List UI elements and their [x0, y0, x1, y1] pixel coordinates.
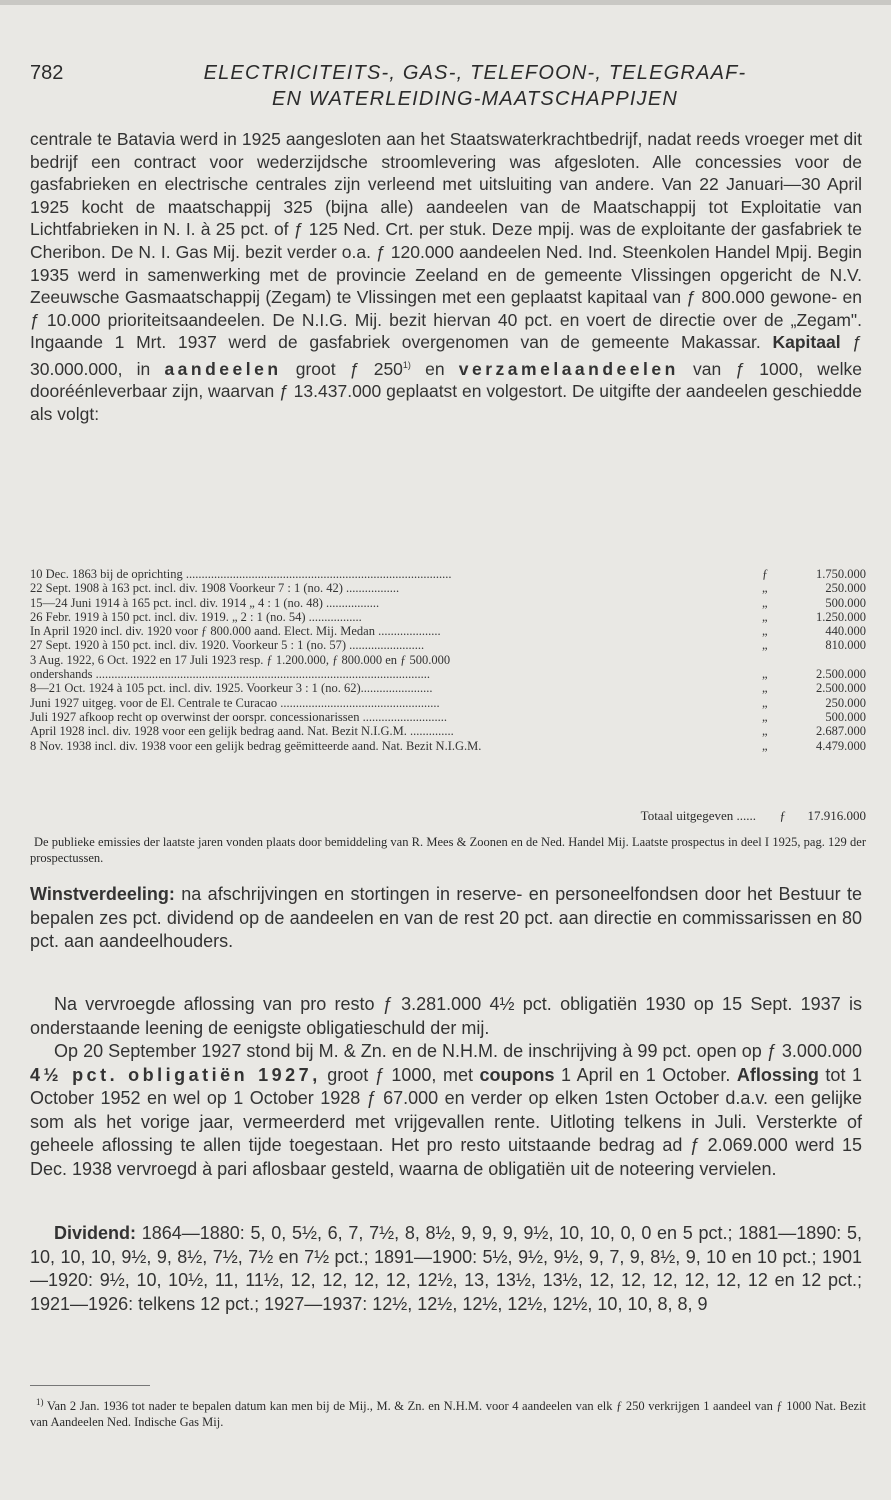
table-row — [30, 596, 866, 610]
issue-amount: 250.000 — [825, 695, 866, 710]
dividend-label: Dividend: — [54, 1223, 137, 1243]
issue-currency: „ — [762, 695, 768, 710]
table-row — [30, 681, 866, 695]
footnote-mark: 1) — [36, 1397, 44, 1407]
winst-paragraph — [30, 883, 862, 954]
capital-label: Kapitaal — [772, 332, 841, 353]
issue-amount — [786, 653, 866, 667]
table-row — [30, 638, 866, 652]
issue-currency: „ — [762, 709, 768, 724]
capital-text-1: ƒ 30.000.000, in — [30, 332, 862, 379]
issue-currency: „ — [762, 667, 768, 682]
top-edge — [0, 0, 891, 5]
issue-amount: 440.000 — [825, 624, 866, 639]
issue-description: Juli 1927 afkoop recht op overwinst der oorspr. concessionarissen ........................... — [30, 709, 447, 724]
issue-note: De publieke emissies der laatste jaren vonden plaats door bemiddeling van R. Mees & Zoonen en de Ned. Handel Mij. Laatste prospectus in deel I 1925, pag. 129 der prospectussen. — [30, 835, 866, 865]
table-row — [30, 610, 866, 624]
issue-amount: 1.250.000 — [816, 609, 866, 624]
loan-coupons: coupons — [479, 1064, 555, 1085]
capital-verzamelaandeelen: verzamelaandeelen — [458, 358, 679, 379]
issue-amount: 500.000 — [825, 595, 866, 610]
table-row — [30, 724, 866, 738]
footnote-rule — [30, 1385, 150, 1386]
total-amount: 17.916.000 — [807, 808, 866, 823]
issue-currency: „ — [762, 581, 768, 596]
footnote-ref: 1) — [402, 359, 411, 370]
aflossing-paragraph: Na vervroegde aflossing van pro resto ƒ 3.281.000 4½ pct. obligatiën 1930 op 15 Sept. 1937 is onderstaande leening de eenigste obligatieschuld der mij. — [30, 994, 862, 1038]
issue-amount: 2.687.000 — [816, 724, 866, 739]
winst-text: na afschrijvingen en stortingen in reserve- en personeelfondsen door het Bestuur te bepalen zes pct. dividend op de aandeelen en van de rest 20 pct. aan directie en commissarissen en 80 pct. aan aandeelhouders. — [30, 884, 862, 952]
issue-currency: „ — [762, 681, 768, 696]
loan-paragraph — [30, 1040, 862, 1182]
running-title-line2: EN WATERLEIDING-MAATSCHAPPIJEN — [271, 88, 679, 110]
issue-description: Juni 1927 uitgeg. voor de El. Centrale te Curacao ................................................... — [30, 695, 440, 710]
total-label: Totaal uitgegeven ...... — [640, 808, 756, 823]
issue-description: 8—21 Oct. 1924 à 105 pct. incl. div. 1925. Voorkeur 3 : 1 (no. 62)....................... — [30, 681, 433, 696]
issue-description: 8 Nov. 1938 incl. div. 1938 voor een gelijk bedrag geëmitteerde aand. Nat. Bezit N.I.G.M. — [30, 738, 482, 753]
issue-description: 10 Dec. 1863 bij de oprichting ..................................................................................... — [30, 567, 452, 581]
dividend-text: 1864—1880: 5, 0, 5½, 6, 7, 7½, 8, 8½, 9, 9, 9, 9½, 10, 10, 0, 0 en 5 pct.; 1881—1890: 5, 10, 10, 10, 9½, 9, 8½, 7½, 7½ en 7½ pct.; 1891—1900: 5½, 9½, 9½, 9, 7, 9, 8½, 9, 10 en 10 pct.; 1901—1920: 9½, 10, 10½, 11, 11½, 12, 12, 12, 12, 12½, 13, 13½, 13½, 12, 12, 12, 12, 12, 12 en 12 pct.; 1921—1926: telkens 12 pct.; 1927—1937: 12½, 12½, 12½, 12½, 12½, 10, 10, 8, 8, 9 — [30, 1223, 862, 1314]
share-issue-table — [30, 567, 866, 753]
issue-description: In April 1920 incl. div. 1920 voor ƒ 800.000 aand. Elect. Mij. Medan .................... — [30, 624, 441, 639]
table-row — [30, 710, 866, 724]
issue-amount: 810.000 — [825, 638, 866, 653]
issue-amount: 2.500.000 — [816, 667, 866, 682]
issue-currency — [762, 653, 786, 667]
page-header — [30, 62, 870, 114]
intro-text: centrale te Batavia werd in 1925 aangesloten aan het Staatswaterkrachtbedrijf, nadat reeds vroeger met dit bedrijf een contract voor wederzijdsche stroomlevering was afgesloten. Alle concessies voor de gasfabrieken en electrische centrales zijn verleend met uitsluiting van andere. Van 22 Januari—30 April 1925 kocht de maatschappij 325 (bijna alle) aandeelen van de Maatschappij tot Exploitatie van Lichtfabrieken in N. I. à 25 pct. of ƒ 125 Ned. Crt. per stuk. Deze mpij. was de exploitante der gasfabriek te Cheribon. De N. I. Gas Mij. bezit verder o.a. ƒ 120.000 aandeelen Ned. Ind. Steenkolen Handel Mpij. Begin 1935 werd in samenwerking met de provincie Zeeland en de gemeente Vlissingen opgericht de N.V. Zeeuwsche Gasmaatschappij (Zegam) te Vlissingen met een geplaatst kapitaal van ƒ 800.000 gewone- en ƒ 10.000 prioriteitsaandeelen. De N.I.G. Mij. bezit hiervan 40 pct. en voert de directie over de „Zegam". Ingaande 1 Mrt. 1937 werd de gasfabriek overgenomen van de gemeente Makassar. — [30, 129, 862, 353]
table-row — [30, 667, 866, 681]
issue-currency: ƒ — [762, 567, 769, 581]
table-row — [30, 739, 866, 753]
capital-text-2: groot ƒ 250 — [281, 358, 403, 379]
loan-text-1: Op 20 September 1927 stond bij M. & Zn. en de N.H.M. de inschrijving à 99 pct. open op ƒ 3.000.000 — [54, 1041, 862, 1061]
issue-currency: „ — [762, 609, 768, 624]
issue-description: 15—24 Juni 1914 à 165 pct. incl. div. 1914 „ 4 : 1 (no. 48) ................. — [30, 595, 380, 610]
loan-text-3: 1 April en 1 October. — [554, 1064, 737, 1085]
capital-text-4: van ƒ 1000, welke dooréénleverbaar zijn, waarvan ƒ 13.437.000 geplaatst en volgestort. De uitgifte der aandeelen geschiedde als volgt: — [30, 358, 863, 424]
issue-description: 22 Sept. 1908 à 163 pct. incl. div. 1908 Voorkeur 7 : 1 (no. 42) ................. — [30, 581, 400, 596]
capital-text-3: en — [410, 358, 459, 379]
loan-obligaties: 4½ pct. obligatiën 1927, — [30, 1064, 321, 1085]
issue-amount: 2.500.000 — [816, 681, 866, 696]
issue-description: 3 Aug. 1922, 6 Oct. 1922 en 17 Juli 1923 resp. ƒ 1.200.000, ƒ 800.000 en ƒ 500.000 — [30, 652, 451, 667]
dividend-paragraph — [30, 1222, 862, 1316]
table-row — [30, 696, 866, 710]
loan-text-4: tot 1 October 1952 en wel op 1 October 1928 ƒ 67.000 en verder op elken 1sten October d.a.v. een gelijke som als het vorige jaar, vermeerderd met vrijgevallen rente. Uitloting telkens in Juli. Versterkte of geheele aflossing te allen tijde toegestaan. Het pro resto uitstaande bedrag ad ƒ 2.069.000 werd 15 Dec. 1938 vervroegd à pari aflosbaar gesteld, waarna de obligatiën uit de noteering vervielen. — [30, 1064, 862, 1179]
table-row — [30, 581, 866, 595]
issue-amount: 4.479.000 — [816, 738, 866, 753]
capital-aandeelen: aandeelen — [164, 358, 282, 379]
table-row — [30, 567, 866, 581]
total-issued-row — [30, 808, 866, 826]
issue-currency: „ — [762, 724, 768, 739]
issue-currency: „ — [762, 624, 768, 639]
loan-aflossing: Aflossing — [736, 1064, 819, 1085]
issue-description: April 1928 incl. div. 1928 voor een gelijk bedrag aand. Nat. Bezit N.I.G.M. .............. — [30, 724, 454, 739]
issue-amount: 500.000 — [825, 709, 866, 724]
running-title-line1: ELECTRICITEITS-, GAS-, TELEFOON-, TELEGRAAF- — [203, 62, 747, 84]
footnote — [30, 1394, 866, 1430]
issue-description: 26 Febr. 1919 à 150 pct. incl. div. 1919. „ 2 : 1 (no. 54) ................. — [30, 609, 362, 624]
table-row — [30, 653, 866, 667]
issue-amount: 250.000 — [825, 581, 866, 596]
issue-currency: „ — [762, 738, 768, 753]
page-number: 782 — [30, 62, 64, 84]
winst-label: Winstverdeeling: — [30, 884, 175, 904]
total-currency: ƒ — [779, 808, 786, 823]
table-row — [30, 624, 866, 638]
intro-and-capital-paragraph — [30, 128, 862, 426]
issue-description: 27 Sept. 1920 à 150 pct. incl. div. 1920. Voorkeur 5 : 1 (no. 57) ........................ — [30, 638, 425, 653]
issue-amount: 1.750.000 — [816, 567, 866, 581]
issue-currency: „ — [762, 638, 768, 653]
issue-currency: „ — [762, 595, 768, 610]
issue-description: ondershands ........................................................................................................... — [30, 667, 430, 682]
loan-text-2: groot ƒ 1000, met — [320, 1064, 480, 1085]
footnote-text: Van 2 Jan. 1936 tot nader te bepalen datum kan men bij de Mij., M. & Zn. en N.H.M. voor 4 aandeelen van elk ƒ 250 verkrijgen 1 aandeel van ƒ 1000 Nat. Bezit van Aandeelen Ned. Indische Gas Mij. — [30, 1399, 866, 1430]
